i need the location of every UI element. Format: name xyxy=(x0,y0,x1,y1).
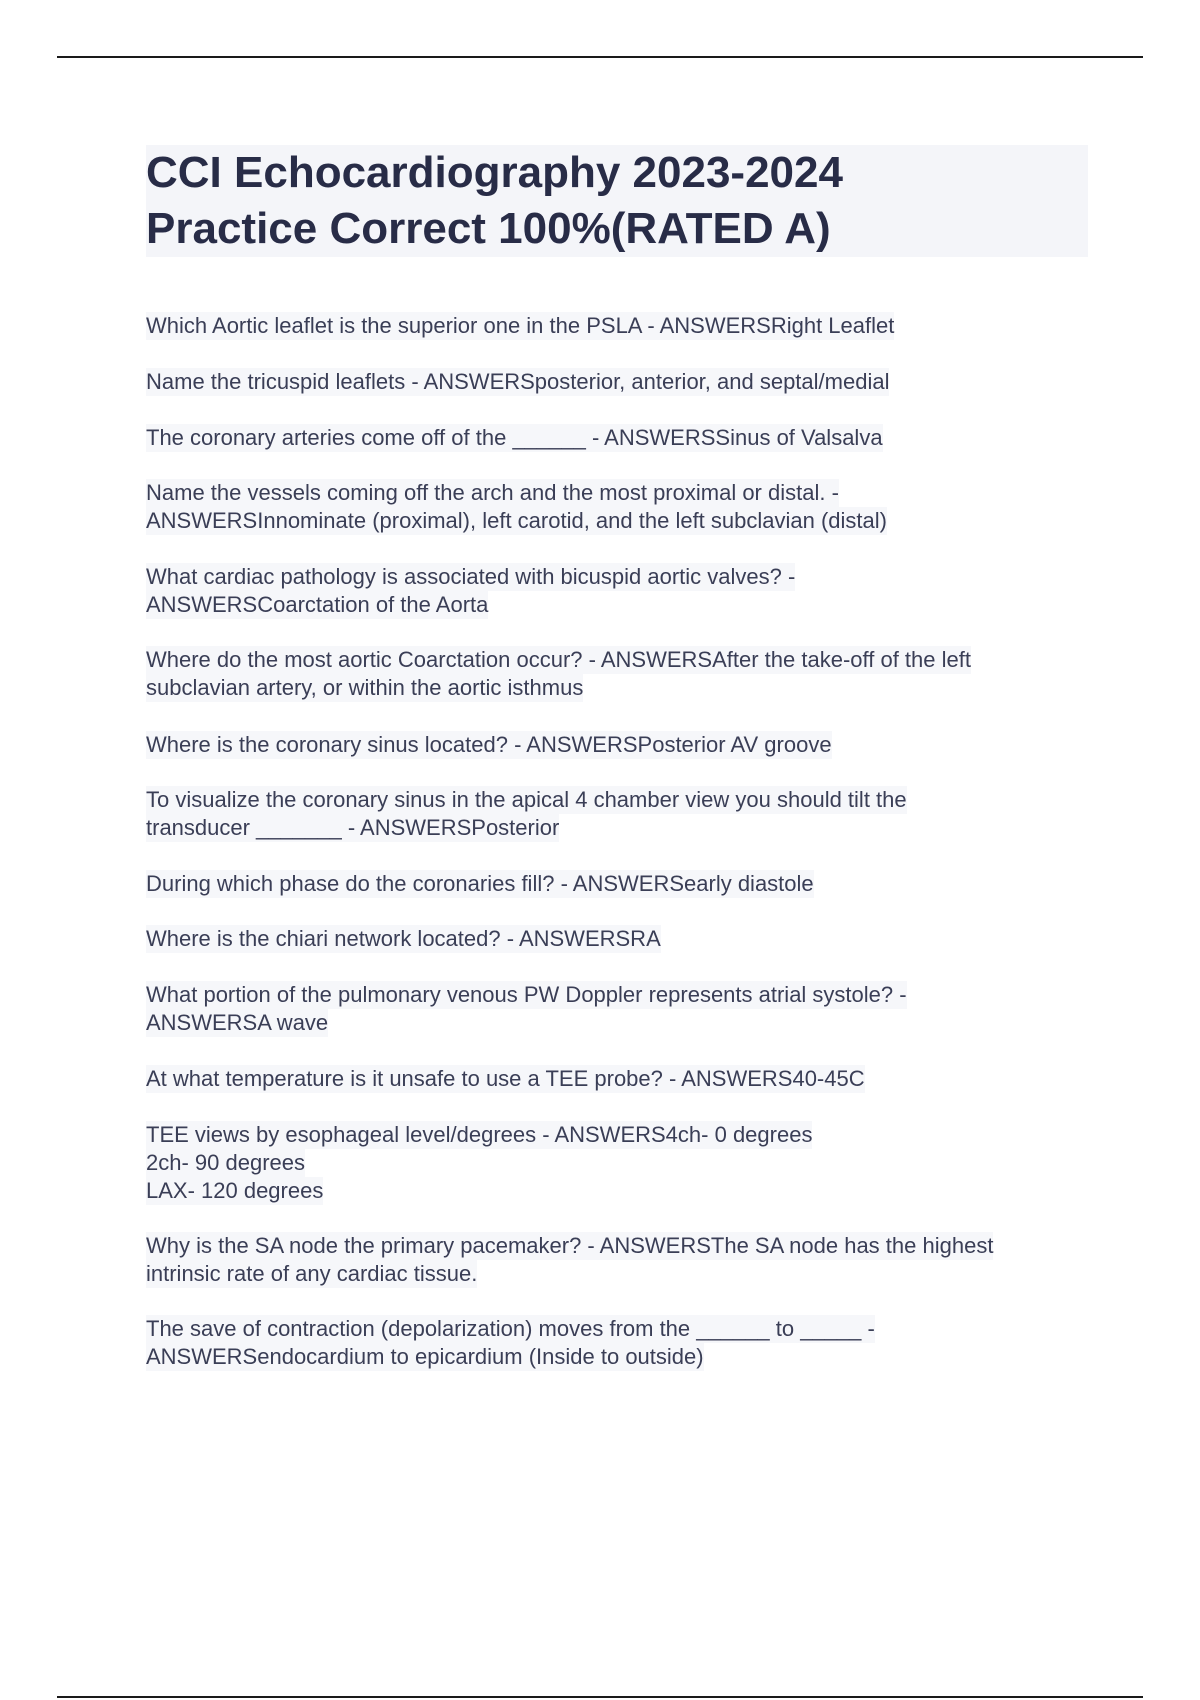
qa-line: LAX- 120 degrees xyxy=(146,1178,324,1203)
qa-item xyxy=(146,563,795,619)
qa-line: The save of contraction (depolarization) moves from the ______ to _____ - xyxy=(146,1316,875,1341)
qa-item xyxy=(146,1315,875,1371)
qa-line: ANSWERSA wave xyxy=(146,1010,329,1035)
qa-line: The coronary arteries come off of the ______ - ANSWERSSinus of Valsalva xyxy=(146,425,883,450)
qa-item xyxy=(146,925,661,953)
qa-line: 2ch- 90 degrees xyxy=(146,1150,305,1175)
top-divider xyxy=(57,56,1143,58)
qa-line: Name the tricuspid leaflets - ANSWERSposterior, anterior, and septal/medial xyxy=(146,369,890,394)
qa-line: intrinsic rate of any cardiac tissue. xyxy=(146,1261,478,1286)
qa-item xyxy=(146,1232,993,1288)
qa-item xyxy=(146,981,907,1037)
qa-item xyxy=(146,1065,865,1093)
qa-line: What cardiac pathology is associated with bicuspid aortic valves? - xyxy=(146,564,796,589)
qa-item xyxy=(146,786,907,842)
qa-line: TEE views by esophageal level/degrees - ANSWERS4ch- 0 degrees xyxy=(146,1122,813,1147)
qa-line: At what temperature is it unsafe to use a TEE probe? - ANSWERS40-45C xyxy=(146,1066,865,1091)
qa-line: Where do the most aortic Coarctation occur? - ANSWERSAfter the take-off of the left xyxy=(146,647,971,672)
qa-item xyxy=(146,479,887,535)
qa-line: ANSWERSCoarctation of the Aorta xyxy=(146,592,489,617)
qa-item xyxy=(146,646,971,702)
qa-item xyxy=(146,368,889,396)
qa-line: Where is the chiari network located? - ANSWERSRA xyxy=(146,926,661,951)
qa-line: During which phase do the coronaries fill? - ANSWERSearly diastole xyxy=(146,871,814,896)
qa-item xyxy=(146,424,883,452)
qa-item xyxy=(146,312,894,340)
qa-line: Where is the coronary sinus located? - ANSWERSPosterior AV groove xyxy=(146,732,832,757)
qa-item xyxy=(146,1121,812,1205)
qa-line: transducer _______ - ANSWERSPosterior xyxy=(146,815,560,840)
qa-line: ANSWERSendocardium to epicardium (Inside to outside) xyxy=(146,1344,704,1369)
bottom-divider xyxy=(57,1696,1143,1698)
page-title-line-2: Practice Correct 100%(RATED A) xyxy=(146,204,831,253)
qa-line: What portion of the pulmonary venous PW Doppler represents atrial systole? - xyxy=(146,982,907,1007)
page-title-line-1: CCI Echocardiography 2023-2024 xyxy=(146,148,843,197)
qa-line: Name the vessels coming off the arch and the most proximal or distal. - xyxy=(146,480,839,505)
page-title xyxy=(146,145,1088,257)
qa-line: To visualize the coronary sinus in the apical 4 chamber view you should tilt the xyxy=(146,787,907,812)
qa-item xyxy=(146,870,814,898)
qa-line: Why is the SA node the primary pacemaker? - ANSWERSThe SA node has the highest xyxy=(146,1233,994,1258)
qa-line: Which Aortic leaflet is the superior one in the PSLA - ANSWERSRight Leaflet xyxy=(146,313,895,338)
qa-item xyxy=(146,731,832,759)
qa-line: subclavian artery, or within the aortic isthmus xyxy=(146,675,584,700)
qa-line: ANSWERSInnominate (proximal), left carotid, and the left subclavian (distal) xyxy=(146,508,887,533)
